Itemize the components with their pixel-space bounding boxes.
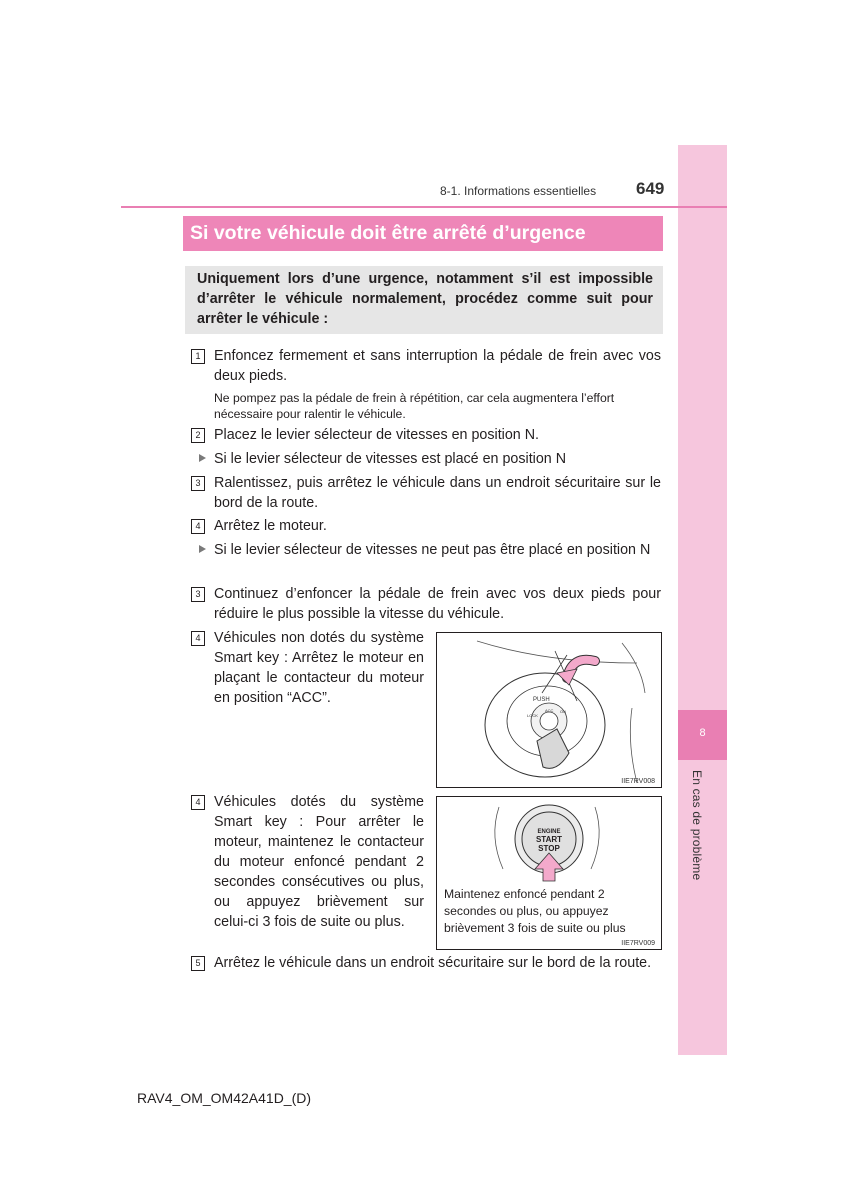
chapter-number-tab[interactable]: 8 [678, 710, 727, 760]
step-3 [191, 473, 661, 513]
step-text: Ralentissez, puis arrêtez le véhicule dans un endroit sécuritaire sur le bord de la route. [214, 475, 661, 511]
step-text: Enfoncez fermement et sans interruption la pédale de frein avec vos deux pieds. [214, 348, 661, 384]
step-number: 5 [191, 956, 205, 971]
sub-item-not-n [191, 540, 661, 560]
step-number: 1 [191, 349, 205, 364]
triangle-bullet-icon [199, 454, 206, 462]
step-text: Véhicules dotés du système Smart key : Pour arrêter le moteur, maintenez le contacteur du moteur enfoncé pendant 2 secondes consécutives ou plus, ou appuyez brièvement sur celui-ci 3 fois de suite ou plus. [214, 794, 424, 930]
figure-caption: Maintenez enfoncé pendant 2 secondes ou plus, ou appuyez brièvement 3 fois de suite ou plus [444, 887, 626, 935]
step-number: 4 [191, 631, 205, 646]
triangle-bullet-icon [199, 545, 206, 553]
step-number: 4 [191, 795, 205, 810]
step-note: Ne pompez pas la pédale de frein à répétition, car cela augmentera l’effort nécessaire pour ralentir le véhicule. [214, 391, 615, 421]
engine-label: ENGINE [537, 829, 561, 835]
footer-code: RAV4_OM_OM42A41D_(D) [137, 1090, 312, 1106]
on-label: ON [560, 709, 566, 714]
step-4 [191, 516, 661, 536]
step-4-no-smart-key [191, 628, 424, 708]
intro-box: Uniquement lors d’une urgence, notamment s’il est impossible d’arrêter le véhicule normalement, procédez comme suit pour arrêter le véhicule : [185, 266, 663, 334]
step-3-alt [191, 584, 661, 624]
step-4-smart-key [191, 792, 424, 932]
start-label: START [535, 835, 563, 844]
push-label: PUSH [533, 697, 550, 703]
section-header: 8-1. Informations essentielles [440, 184, 597, 198]
step-text: Arrêtez le véhicule dans un endroit sécuritaire sur le bord de la route. [214, 955, 652, 971]
page-number: 649 [636, 179, 665, 198]
figure-code: IIE7RV008 [621, 778, 655, 785]
lock-label: LOCK [527, 713, 538, 718]
step-1 [191, 346, 661, 386]
ignition-illustration [437, 633, 661, 787]
step-text: Placez le levier sélecteur de vitesses en position N. [214, 427, 540, 443]
step-number: 3 [191, 476, 205, 491]
engine-button-illustration [437, 797, 661, 887]
sub-item-text: Si le levier sélecteur de vitesses est placé en position N [214, 451, 567, 467]
acc-label: ACC [545, 708, 554, 713]
step-number: 2 [191, 428, 205, 443]
figure-engine-button [436, 796, 662, 950]
side-chapter-tab [678, 145, 727, 1055]
header-rule [121, 206, 727, 208]
step-number: 3 [191, 587, 205, 602]
step-text: Arrêtez le moteur. [214, 518, 327, 534]
sub-item-n-position [191, 449, 661, 469]
step-number: 4 [191, 519, 205, 534]
step-5 [191, 953, 661, 973]
figure-code: IIE7RV009 [621, 940, 655, 947]
step-2 [191, 425, 661, 445]
stop-label: STOP [538, 844, 560, 853]
step-text: Continuez d’enfoncer la pédale de frein avec vos deux pieds pour réduire le plus possible la vitesse du véhicule. [214, 586, 661, 622]
step-text: Véhicules non dotés du système Smart key : Arrêtez le moteur en plaçant le contacteur du moteur en position “ACC”. [214, 630, 424, 706]
chapter-title-label: En cas de problème [690, 770, 704, 881]
sub-item-text: Si le levier sélecteur de vitesses ne peut pas être placé en position N [214, 542, 651, 558]
figure-key-ignition [436, 632, 662, 788]
page-title: Si votre véhicule doit être arrêté d’urgence [183, 216, 663, 251]
